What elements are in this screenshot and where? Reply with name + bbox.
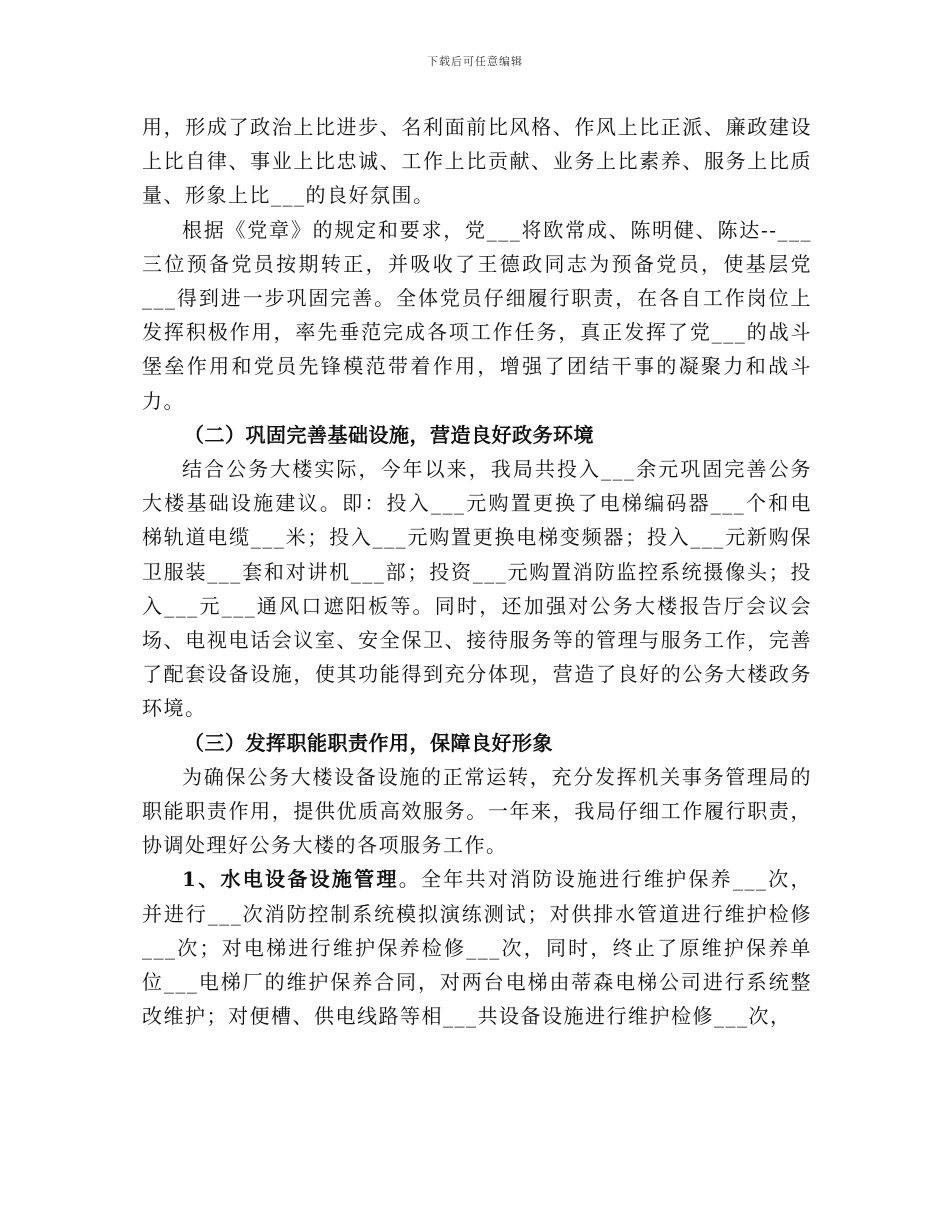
paragraph-party-members: 根据《党章》的规定和要求，党___将欧常成、陈明健、陈达--___三位预备党员按期转正，并吸收了王德政同志为预备党员，使基层党___得到进一步巩固完善。全体党员仔细履行职责，在各自工作岗位上发挥积极作用，率先垂范完成各项工作任务，真正发挥了党___的战斗堡垒作用和党员先锋模范带着作用，增强了团结干事的凝聚力和战斗力。	[142, 217, 812, 413]
paragraph-facility-management	[142, 862, 812, 1033]
paragraph-functions: 为确保公务大楼设备设施的正常运转，充分发挥机关事务管理局的职能职责作用，提供优质高效服务。一年来，我局仔细工作履行职责，协调处理好公务大楼的各项服务工作。	[142, 764, 812, 858]
document-body	[142, 110, 812, 1033]
paragraph-facility-text: 。全年共对消防设施进行维护保养___次，并进行___次消防控制系统模拟演练测试；对供排水管道进行维护检修___次；对电梯进行维护保养检修___次，同时，终止了原维护保养单位___电梯厂的维护保养合同，对两台电梯由蒂森电梯公司进行系统整改维护；对便槽、供电线路等相___共设备设施进行维护检修___次，	[142, 867, 813, 1029]
paragraph-infrastructure: 结合公务大楼实际，今年以来，我局共投入___余元巩固完善公务大楼基础设施建议。即：投入___元购置更换了电梯编码器___个和电梯轨道电缆___米；投入___元购置更换电梯变频器；投入___元新购保卫服装___套和对讲机___部；投资___元购置消防监控系统摄像头；投入___元___通风口遮阳板等。同时，还加强对公务大楼报告厅会议会场、电视电话会议室、安全保卫、接待服务等的管理与服务工作，完善了配套设备设施，使其功能得到充分体现，营造了良好的公务大楼政务环境。	[142, 457, 812, 721]
section-heading-3: （三）发挥职能职责作用，保障良好形象	[184, 730, 553, 755]
section-heading-2: （二）巩固完善基础设施，营造良好政务环境	[184, 422, 594, 447]
paragraph-continuation: 用，形成了政治上比进步、名利面前比风格、作风上比正派、廉政建设上比自律、事业上比忠诚、工作上比贡献、业务上比素养、服务上比质量、形象上比___的良好氛围。	[142, 115, 812, 208]
paragraph-lead-title: 1、水电设备设施管理	[182, 867, 399, 892]
page-header-note: 下载后可任意编辑	[427, 55, 523, 68]
